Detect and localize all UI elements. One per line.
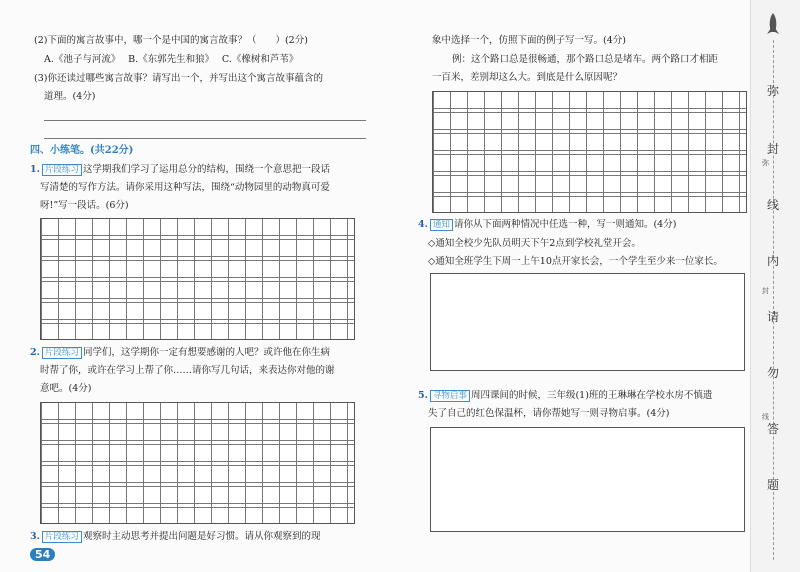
item4-number: 4. — [418, 219, 428, 230]
item4-option1: ◇通知全校少先队员明天下午2点到学校礼堂开会。 — [428, 238, 641, 249]
page-number: 54 — [30, 548, 55, 561]
writing-grid-3[interactable] — [432, 91, 747, 213]
spine-small-char: 线 — [762, 413, 769, 421]
q3-line1: (3)你还读过哪些寓言故事？请写出一个，并写出这个寓言故事蕴含的 — [34, 73, 323, 84]
item1-line3: 呀!”写一段话。(6分) — [40, 200, 129, 211]
item4-text: 请你从下面两种情况中任选一种，写一则通知。(4分) — [453, 219, 677, 230]
item2-tag: 片段练习 — [42, 347, 82, 359]
cont-line1: 象中选择一个，仿照下面的例子写一写。(4分) — [432, 35, 626, 46]
item2-line2: 时帮了你，或许在学习上帮了你……请你写几句话，来表达你对他的谢 — [40, 365, 335, 376]
spine-small-char: 弥 — [762, 159, 769, 167]
spine-char: 封 — [766, 142, 779, 156]
item3-tag: 片段练习 — [42, 531, 82, 543]
item5-line1 — [418, 389, 712, 403]
spine-small-char: 封 — [762, 287, 769, 295]
section-title: 四、小练笔。(共22分) — [30, 145, 134, 156]
spine-char: 线 — [766, 198, 779, 212]
item2-text: 同学们，这学期你一定有想要感谢的人吧？或许他在你生病 — [82, 347, 330, 358]
item4-line1 — [418, 218, 676, 232]
item5-tag: 寻物启事 — [430, 390, 470, 402]
item1-line1 — [30, 163, 330, 177]
answer-box-4[interactable] — [430, 273, 745, 371]
item1-text: 这学期我们学习了运用总分的结构，围绕一个意思把一段话 — [82, 164, 330, 175]
item2-number: 2. — [30, 347, 40, 358]
item4-tag: 通知 — [430, 219, 453, 231]
item3-text: 观察时主动思考并提出问题是好习惯。请从你观察到的现 — [82, 531, 321, 542]
q3-line2: 道理。(4分) — [44, 91, 96, 102]
spine-char: 请 — [766, 310, 779, 324]
item5-text: 周四课间的时候，三年级(1)班的王琳琳在学校水房不慎遗 — [470, 390, 713, 401]
example-line1: 例：这个路口总是很畅通，那个路口总是堵车。两个路口才相距 — [452, 54, 719, 65]
example-line2: 一百米，差别却这么大。到底是什么原因呢？ — [432, 72, 623, 83]
q2-options: A.《池子与河流》 B.《东郭先生和狼》 C.《橡树和芦苇》 — [44, 54, 299, 65]
answer-box-5[interactable] — [430, 427, 745, 532]
writing-grid-2[interactable] — [40, 402, 355, 524]
answer-line[interactable] — [44, 120, 366, 121]
item2-line3: 意吧。(4分) — [40, 383, 92, 394]
spine-char: 勿 — [766, 366, 779, 380]
item1-tag: 片段练习 — [42, 164, 82, 176]
item1-number: 1. — [30, 164, 40, 175]
item3-number: 3. — [30, 531, 40, 542]
item1-line2: 写清楚的写作方法。请你采用这种写法，围绕“动物园里的动物真可爱 — [40, 182, 330, 193]
spine-char: 弥 — [766, 84, 779, 98]
answer-line[interactable] — [44, 138, 366, 139]
spine-char: 内 — [766, 254, 779, 268]
item4-option2: ◇通知全班学生下周一上午10点开家长会，一个学生至少来一位家长。 — [428, 256, 723, 267]
spine-char: 答 — [766, 422, 779, 436]
q2-text: (2)下面的寓言故事中，哪一个是中国的寓言故事？（ ）(2分) — [34, 35, 308, 46]
writing-grid-1[interactable] — [40, 218, 355, 340]
item3-line1 — [30, 530, 320, 544]
item2-line1 — [30, 346, 330, 360]
item5-number: 5. — [418, 390, 428, 401]
spine-char: 题 — [766, 478, 779, 492]
item5-line2: 失了自己的红色保温杯，请你帮她写一则寻物启事。(4分) — [428, 408, 670, 419]
rocket-icon — [763, 12, 783, 38]
